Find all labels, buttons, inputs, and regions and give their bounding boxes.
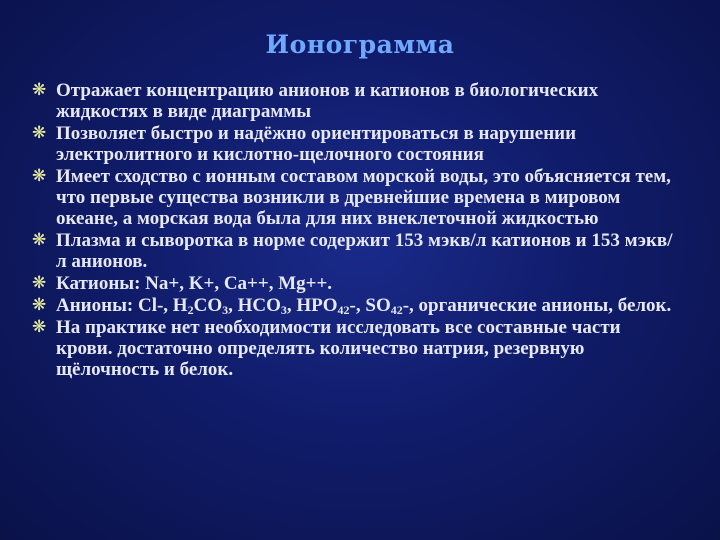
slide-title: Ионограмма xyxy=(265,30,455,59)
sun-burst-bullet-icon: ❋ xyxy=(32,295,47,315)
bullet-text: Отражает концентрацию анионов и катионов в биологических жидкостях в виде диаграммы xyxy=(56,80,599,122)
bullet-list xyxy=(30,80,680,381)
sun-burst-bullet-icon: ❋ xyxy=(32,273,47,293)
bullet-item xyxy=(30,230,680,272)
bullet-item xyxy=(30,317,680,380)
bullet-item xyxy=(30,80,680,122)
sun-burst-bullet-icon: ❋ xyxy=(32,166,47,186)
bullet-item xyxy=(30,273,680,294)
sun-burst-bullet-icon: ❋ xyxy=(32,317,47,337)
bullet-text: Имеет сходство с ионным составом морской воды, это объясняется тем, что первые существа возникли в древнейшие времена в мировом океане, а морская вода была для них внеклеточной жидкостью xyxy=(56,166,671,229)
bullet-item xyxy=(30,123,680,165)
bullet-item xyxy=(30,166,680,229)
bullet-text: Катионы: Na+, K+, Ca++, Mg++. xyxy=(56,273,333,294)
sun-burst-bullet-icon: ❋ xyxy=(32,80,47,100)
bullet-text: На практике нет необходимости исследовать все составные части крови. достаточно определять количество натрия, резервную щёлочность и белок. xyxy=(56,317,621,380)
bullet-text: Позволяет быстро и надёжно ориентироваться в нарушении электролитного и кислотно-щелочного состояния xyxy=(56,123,577,165)
bullet-text: Плазма и сыворотка в норме содержит 153 мэкв/л катионов и 153 мэкв/л анионов. xyxy=(56,230,673,272)
sun-burst-bullet-icon: ❋ xyxy=(32,123,47,143)
bullet-item xyxy=(30,295,680,316)
sun-burst-bullet-icon: ❋ xyxy=(32,230,47,250)
bullet-text-anions: Анионы: Cl-, $H_2CO_3$, $HCO_3$, $HPO_{42}-$, $SO_{42}-$, органические анионы, белок. xyxy=(56,295,672,317)
